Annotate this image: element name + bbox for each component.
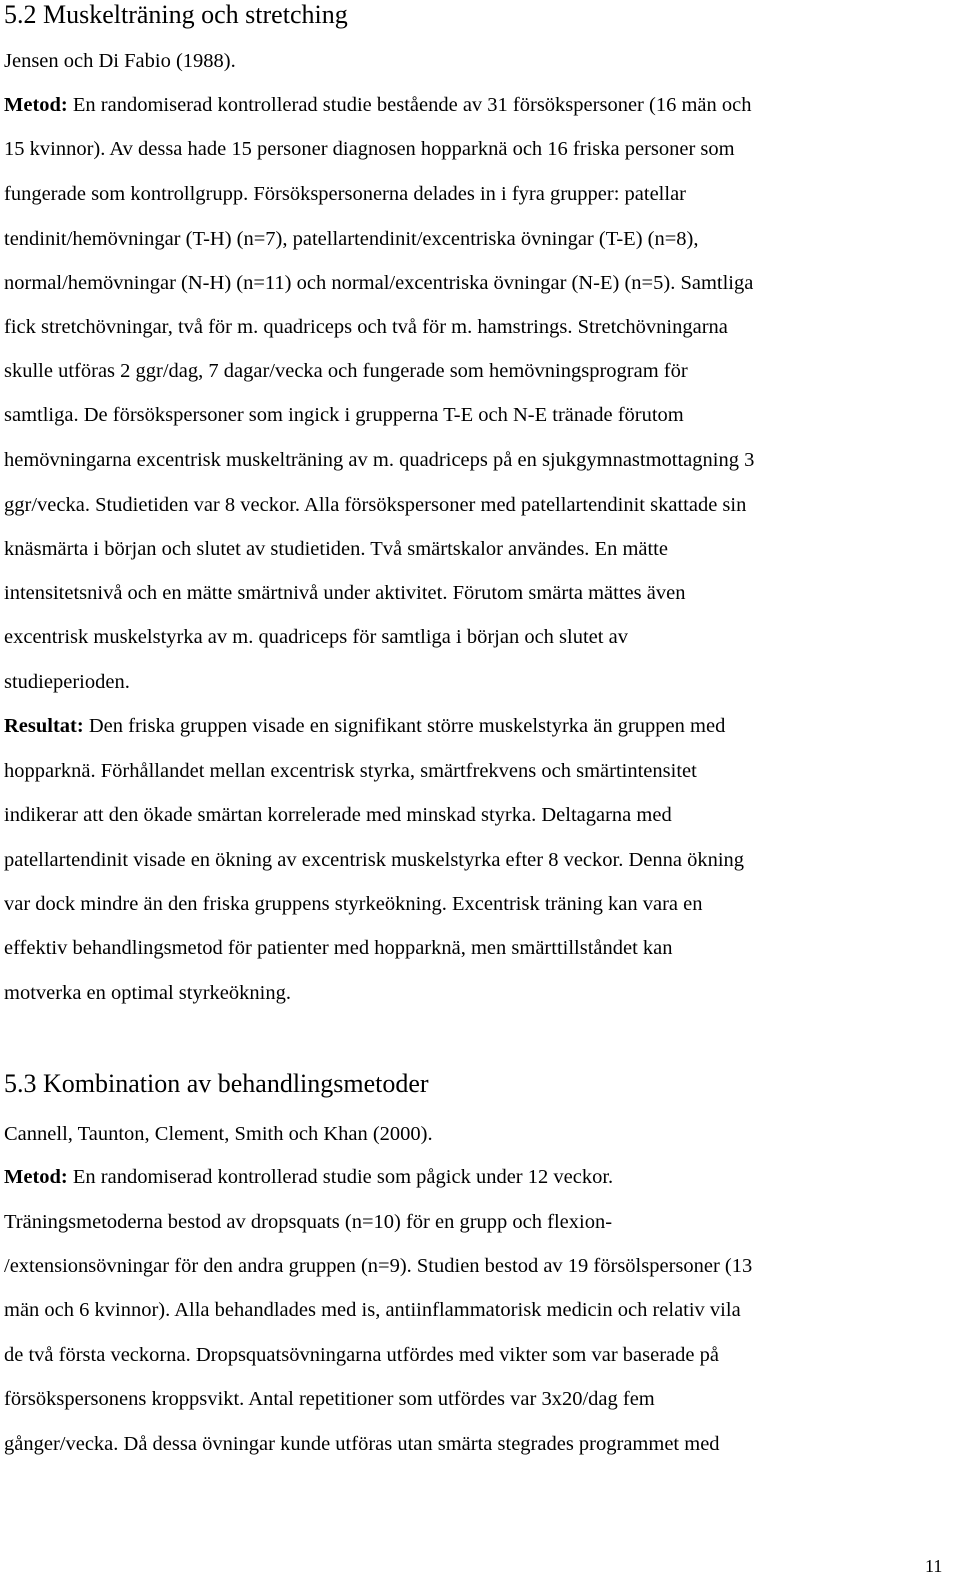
body-line: intensitetsnivå och en mätte smärtnivå under aktivitet. Förutom smärta mättes även [4,582,686,604]
body-line: studieperioden. [4,671,130,693]
body-line: tendinit/hemövningar (T-H) (n=7), patellartendinit/excentriska övningar (T-E) (n=8), [4,228,699,250]
body-line: fungerade som kontrollgrupp. Försökspersonerna delades in i fyra grupper: patellar [4,183,686,205]
body-text: En randomiserad kontrollerad studie som pågick under 12 veckor. [67,1166,614,1188]
body-line: /extensionsövningar för den andra gruppen (n=9). Studien bestod av 19 försölspersoner (13 [4,1255,753,1277]
section-heading: 5.3 Kombination av behandlingsmetoder [4,1069,429,1098]
citation: Jensen och Di Fabio (1988). [4,50,236,72]
citation: Cannell, Taunton, Clement, Smith och Khan (2000). [4,1123,433,1145]
section-heading: 5.2 Muskelträning och stretching [4,0,348,29]
body-text: Den friska gruppen visade en signifikant större muskelstyrka än gruppen med [83,715,726,737]
body-line: samtliga. De försökspersoner som ingick i grupperna T-E och N-E tränade förutom [4,404,684,426]
body-line: Träningsmetoderna bestod av dropsquats (n=10) för en grupp och flexion- [4,1211,613,1233]
result-line [4,713,725,739]
body-line: försökspersonens kroppsvikt. Antal repetitioner som utfördes var 3x20/dag fem [4,1388,655,1410]
method-label: Metod: [4,1166,68,1188]
method-label: Metod: [4,94,68,116]
body-line: normal/hemövningar (N-H) (n=11) och normal/excentriska övningar (N-E) (n=5). Samtliga [4,272,754,294]
page-number: 11 [925,1556,943,1576]
body-line: fick stretchövningar, två för m. quadriceps och två för m. hamstrings. Stretchövningarna [4,316,728,338]
method-line [4,92,751,118]
body-line: hopparknä. Förhållandet mellan excentrisk styrka, smärtfrekvens och smärtintensitet [4,760,697,782]
body-line: effektiv behandlingsmetod för patienter med hopparknä, men smärttillståndet kan [4,937,673,959]
body-line: ggr/vecka. Studietiden var 8 veckor. Alla försökspersoner med patellartendinit skattade sin [4,494,747,516]
body-line: 15 kvinnor). Av dessa hade 15 personer diagnosen hopparknä och 16 friska personer som [4,138,735,160]
body-line: motverka en optimal styrkeökning. [4,982,291,1004]
body-line: excentrisk muskelstyrka av m. quadriceps för samtliga i början och slutet av [4,626,628,648]
body-line: patellartendinit visade en ökning av excentrisk muskelstyrka efter 8 veckor. Denna ökning [4,849,745,871]
method-line [4,1164,613,1190]
body-line: män och 6 kvinnor). Alla behandlades med is, antiinflammatorisk medicin och relativ vila [4,1299,741,1321]
result-label: Resultat: [4,715,84,737]
body-text: En randomiserad kontrollerad studie bestående av 31 försökspersoner (16 män och [67,94,752,116]
body-line: var dock mindre än den friska gruppens styrkeökning. Excentrisk träning kan vara en [4,893,703,915]
body-line: skulle utföras 2 ggr/dag, 7 dagar/vecka och fungerade som hemövningsprogram för [4,360,688,382]
body-line: hemövningarna excentrisk muskelträning av m. quadriceps på en sjukgymnastmottagning 3 [4,449,755,471]
body-line: indikerar att den ökade smärtan korrelerade med minskad styrka. Deltagarna med [4,804,672,826]
body-line: gånger/vecka. Då dessa övningar kunde utföras utan smärta stegrades programmet med [4,1433,720,1455]
body-line: knäsmärta i början och slutet av studietiden. Två smärtskalor användes. En mätte [4,538,668,560]
body-line: de två första veckorna. Dropsquatsövningarna utfördes med vikter som var baserade på [4,1344,719,1366]
